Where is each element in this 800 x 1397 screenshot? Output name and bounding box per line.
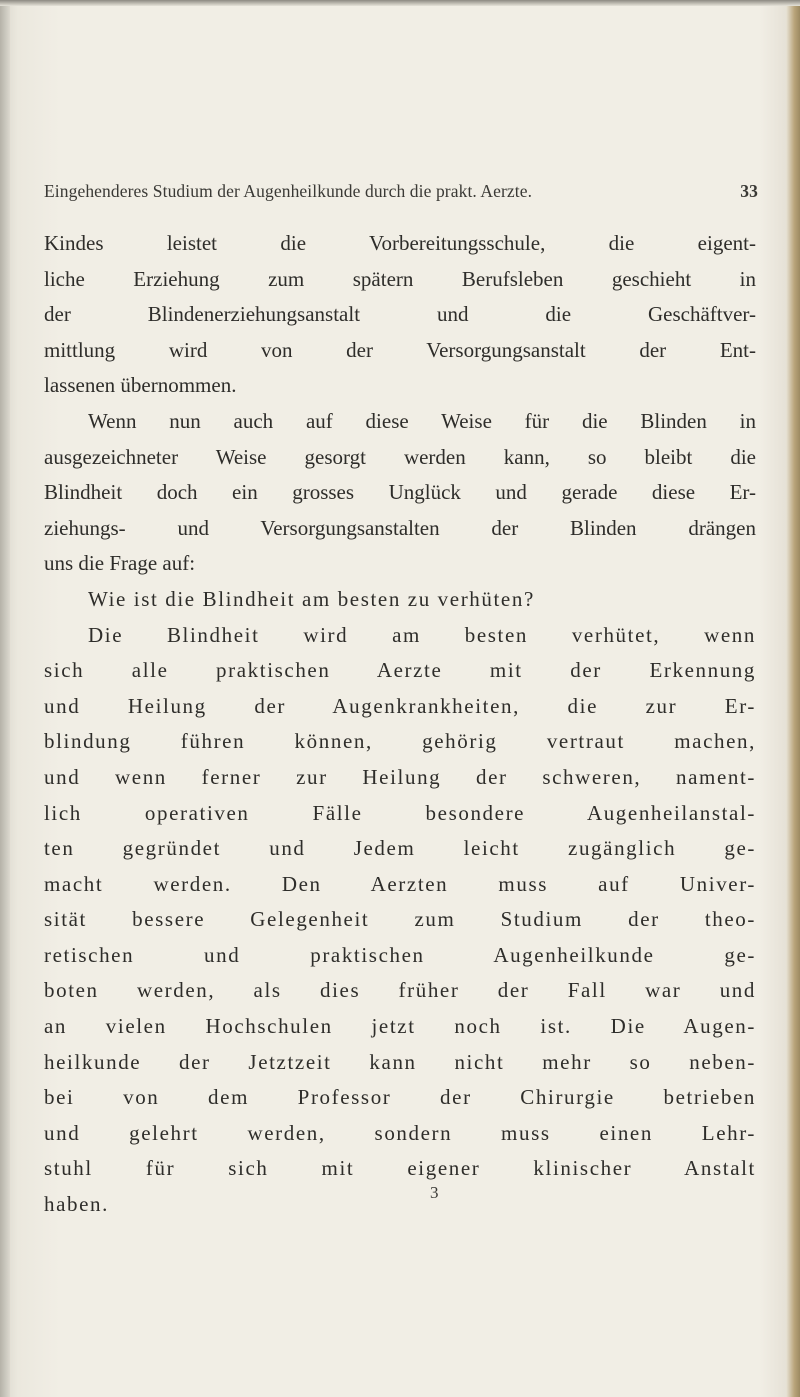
emphasized-line: lich operativen Fälle besondere Augenheilanstal-: [44, 800, 756, 825]
emphasized-line: boten werden, als dies früher der Fall war und: [44, 978, 756, 1003]
emphasized-question: Wie ist die Blindheit am besten zu verhüten?: [88, 586, 535, 611]
text-line: ausgezeichneter Weise gesorgt werden kann, so bleibt die: [44, 444, 756, 469]
emphasized-line: bei von dem Professor der Chirurgie betrieben: [44, 1085, 756, 1110]
text-line: mittlung wird von der Versorgungsanstalt der Ent-: [44, 337, 756, 362]
text-line: liche Erziehung zum spätern Berufsleben geschieht in: [44, 266, 756, 291]
text-line: ziehungs- und Versorgungsanstalten der Blinden drängen: [44, 515, 756, 540]
signature-mark: 3: [430, 1183, 439, 1202]
emphasized-line: blindung führen können, gehörig vertraut machen,: [44, 729, 756, 754]
text-line: lassenen übernommen.: [44, 373, 237, 398]
emphasized-line: haben.: [44, 1192, 109, 1217]
emphasized-line: sität bessere Gelegenheit zum Studium der theo-: [44, 907, 756, 932]
emphasized-line: an vielen Hochschulen jetzt noch ist. Die Augen-: [44, 1014, 756, 1039]
page-gutter-shadow: [0, 0, 10, 1397]
emphasized-line: ten gegründet und Jedem leicht zugänglich ge-: [44, 836, 756, 861]
emphasized-line: und wenn ferner zur Heilung der schweren, nament-: [44, 764, 756, 789]
text-line: der Blindenerziehungsanstalt und die Geschäftver-: [44, 302, 756, 327]
text-line: Wenn nun auch auf diese Weise für die Blinden in: [88, 408, 756, 433]
page-edge: [786, 0, 800, 1397]
emphasized-line: heilkunde der Jetztzeit kann nicht mehr so neben-: [44, 1049, 756, 1074]
emphasized-line: sich alle praktischen Aerzte mit der Erkennung: [44, 658, 756, 683]
emphasized-line: stuhl für sich mit eigener klinischer Anstalt: [44, 1156, 756, 1181]
top-edge: [0, 0, 800, 6]
running-header: [44, 181, 758, 202]
emphasized-line: und Heilung der Augenkrankheiten, die zur Er-: [44, 693, 756, 718]
text-line: Blindheit doch ein grosses Unglück und gerade diese Er-: [44, 480, 756, 505]
running-title: Eingehenderes Studium der Augenheilkunde durch die prakt. Aerzte.: [44, 181, 533, 201]
page-number: 33: [740, 181, 758, 201]
text-line: uns die Frage auf:: [44, 551, 196, 576]
emphasized-line: Die Blindheit wird am besten verhütet, wenn: [88, 622, 756, 647]
emphasized-line: und gelehrt werden, sondern muss einen Lehr-: [44, 1120, 756, 1145]
text-line: Kindes leistet die Vorbereitungsschule, die eigent-: [44, 231, 756, 255]
body-text: [44, 226, 756, 1223]
emphasized-line: retischen und praktischen Augenheilkunde ge-: [44, 942, 756, 967]
emphasized-line: macht werden. Den Aerzten muss auf Univer-: [44, 871, 756, 896]
